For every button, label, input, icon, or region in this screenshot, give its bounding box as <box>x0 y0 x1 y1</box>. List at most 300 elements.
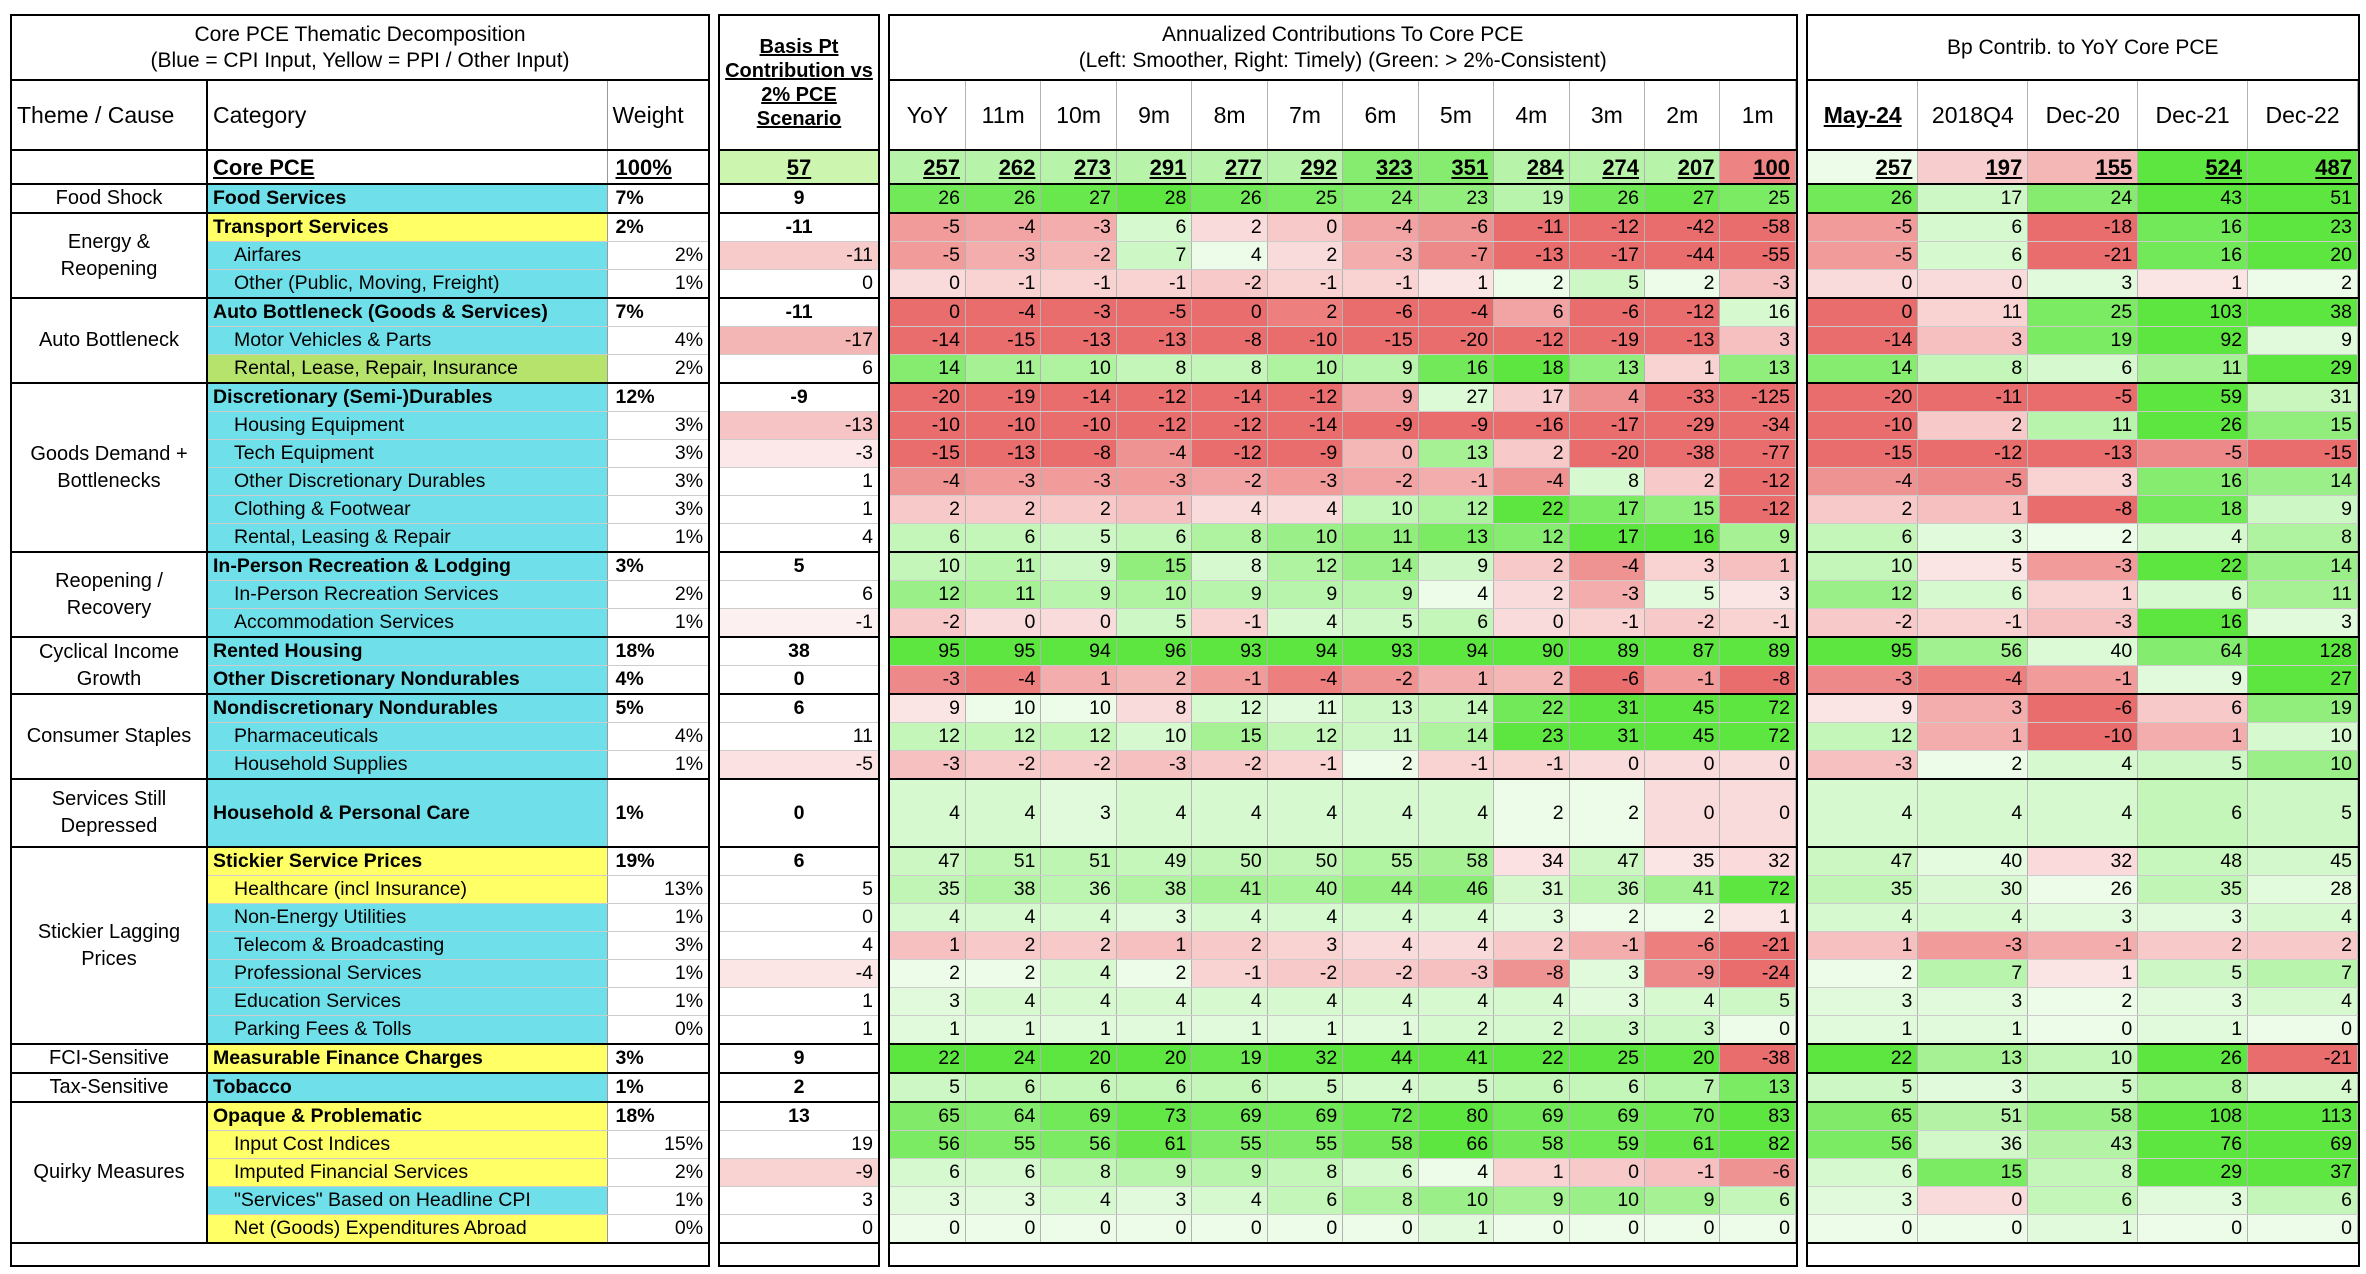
annualized-cell: 93 <box>1192 637 1267 666</box>
basis-row <box>720 1016 878 1045</box>
bp-title: Bp Contrib. to YoY Core PCE <box>1946 35 2219 59</box>
annualized-cell: 3 <box>1494 904 1569 932</box>
annualized-cell: 6 <box>1267 1187 1342 1215</box>
bp-cell: 1 <box>2138 270 2248 299</box>
annualized-row <box>890 213 1796 242</box>
annualized-cell: 36 <box>1041 876 1116 904</box>
category-label: Rented Housing <box>207 637 607 666</box>
annualized-cell: 6 <box>1116 213 1191 242</box>
annualized-row <box>890 666 1796 695</box>
basis-row <box>720 666 878 695</box>
annualized-cell: 4 <box>1343 1073 1418 1102</box>
annualized-cell: -13 <box>1041 327 1116 355</box>
annualized-cell: 2 <box>1041 932 1116 960</box>
basis-value: -13 <box>720 412 878 440</box>
annualized-row <box>890 960 1796 988</box>
annualized-cell: 6 <box>890 1159 965 1187</box>
annualized-cell: 38 <box>965 876 1040 904</box>
annualized-cell: 2 <box>1192 932 1267 960</box>
annualized-cell: 72 <box>1720 723 1796 751</box>
bp-cell: 6 <box>1808 1159 1918 1187</box>
annualized-cell: 10 <box>1041 355 1116 384</box>
bp-row <box>1808 637 2358 666</box>
annualized-row <box>890 184 1796 213</box>
annualized-cell: 3 <box>1645 552 1720 581</box>
bp-cell: 24 <box>2028 184 2138 213</box>
weight-value: 7% <box>607 184 708 213</box>
bp-cell: -1 <box>2028 666 2138 695</box>
bp-cell: -6 <box>2028 694 2138 723</box>
bp-cell: 16 <box>2138 242 2248 270</box>
annualized-cell: 4 <box>1569 383 1644 412</box>
bp-cell: 12 <box>1808 723 1918 751</box>
annualized-cell: -3 <box>965 242 1040 270</box>
annualized-cell: -8 <box>1192 327 1267 355</box>
annualized-cell: 0 <box>965 609 1040 638</box>
bp-cell: -14 <box>1808 327 1918 355</box>
annualized-cell: -17 <box>1569 412 1644 440</box>
annualized-cell: 4 <box>1343 988 1418 1016</box>
weight-value: 19% <box>607 847 708 876</box>
bp-cell: 0 <box>1808 1215 1918 1244</box>
bp-cell: 11 <box>2028 412 2138 440</box>
bp-cell: 95 <box>1808 637 1918 666</box>
basis-value: 4 <box>720 524 878 553</box>
annualized-cell: 89 <box>1720 637 1796 666</box>
bp-cell: 15 <box>1918 1159 2028 1187</box>
bp-cell: 2 <box>2138 932 2248 960</box>
basis-total: 57 <box>720 150 878 184</box>
category-row <box>12 694 708 723</box>
annualized-cell: -14 <box>1192 383 1267 412</box>
annualized-cell: 0 <box>1494 1215 1569 1244</box>
category-label: Input Cost Indices <box>207 1131 607 1159</box>
basis-row <box>720 1131 878 1159</box>
bp-cell: 59 <box>2138 383 2248 412</box>
basis-row <box>720 637 878 666</box>
annualized-cell: 15 <box>1192 723 1267 751</box>
annualized-cell: -4 <box>1418 298 1493 327</box>
bp-cell: 37 <box>2248 1159 2358 1187</box>
theme-label: Stickier Lagging Prices <box>12 847 207 1044</box>
annualized-cell: 69 <box>1494 1102 1569 1131</box>
annualized-cell: 1 <box>965 1016 1040 1045</box>
annualized-cell: 40 <box>1267 876 1342 904</box>
annualized-cell: 4 <box>1418 581 1493 609</box>
bp-cell: 2 <box>2248 270 2358 299</box>
annualized-cell: 11 <box>1343 723 1418 751</box>
weight-value: 7% <box>607 298 708 327</box>
annualized-cell: 3 <box>890 1187 965 1215</box>
annualized-cell: 69 <box>1041 1102 1116 1131</box>
category-row <box>12 184 708 213</box>
annualized-cell: -2 <box>1041 751 1116 780</box>
basis-row <box>720 847 878 876</box>
category-label: Discretionary (Semi-)Durables <box>207 383 607 412</box>
annualized-cell: 66 <box>1418 1131 1493 1159</box>
annualized-cell: 16 <box>1645 524 1720 553</box>
annualized-cell: -3 <box>1041 468 1116 496</box>
basis-row <box>720 1159 878 1187</box>
annualized-cell: -2 <box>1192 751 1267 780</box>
annualized-cell: 2 <box>1569 779 1644 847</box>
annualized-cell: -3 <box>1267 468 1342 496</box>
annualized-cell: 20 <box>1645 1044 1720 1073</box>
annualized-cell: -19 <box>965 383 1040 412</box>
annualized-cell: -1 <box>1494 751 1569 780</box>
annualized-cell: 4 <box>1192 242 1267 270</box>
bp-cell: -3 <box>1918 932 2028 960</box>
annualized-total-cell: 351 <box>1418 150 1493 184</box>
annualized-cell: 2 <box>1494 270 1569 299</box>
annualized-cell: 4 <box>965 988 1040 1016</box>
basis-row <box>720 440 878 468</box>
bp-cell: -15 <box>2248 440 2358 468</box>
weight-column-header: Weight <box>607 80 708 150</box>
bp-cell: 11 <box>2248 581 2358 609</box>
weight-value: 2% <box>607 242 708 270</box>
annualized-cell: -3 <box>890 666 965 695</box>
bp-cell: -11 <box>1918 383 2028 412</box>
weight-value: 0% <box>607 1016 708 1045</box>
basis-value: 1 <box>720 1016 878 1045</box>
annualized-cell: 58 <box>1494 1131 1569 1159</box>
basis-title: Basis Pt Contribution vs 2% PCE Scenario <box>725 35 873 130</box>
annualized-cell: 9 <box>890 694 965 723</box>
annualized-cell: 3 <box>1041 779 1116 847</box>
annualized-cell: 2 <box>1645 904 1720 932</box>
annualized-cell: 2 <box>1494 440 1569 468</box>
annualized-cell: 4 <box>890 904 965 932</box>
annualized-cell: 3 <box>1267 932 1342 960</box>
weight-value: 5% <box>607 694 708 723</box>
weight-value: 3% <box>607 440 708 468</box>
annualized-cell: 6 <box>1494 1073 1569 1102</box>
theme-label: Consumer Staples <box>12 694 207 779</box>
basis-row <box>720 1102 878 1131</box>
bp-total-cell: 524 <box>2138 150 2248 184</box>
bp-cell: 6 <box>2028 355 2138 384</box>
annualized-cell: 4 <box>1267 779 1342 847</box>
annualized-cell: -13 <box>965 440 1040 468</box>
bp-cell: 1 <box>1808 932 1918 960</box>
annualized-row <box>890 242 1796 270</box>
annualized-row <box>890 988 1796 1016</box>
annualized-cell: 44 <box>1343 876 1418 904</box>
annualized-row <box>890 1187 1796 1215</box>
annualized-cell: 5 <box>1569 270 1644 299</box>
annualized-cell: -4 <box>965 298 1040 327</box>
annualized-cell: 4 <box>1343 904 1418 932</box>
bp-cell: 4 <box>2248 1073 2358 1102</box>
annualized-cell: 6 <box>1494 298 1569 327</box>
annualized-cell: 13 <box>1569 355 1644 384</box>
annualized-cell: 3 <box>1569 1016 1644 1045</box>
bp-cell: 7 <box>1918 960 2028 988</box>
annualized-cell: -3 <box>1720 270 1796 299</box>
annualized-cell: 10 <box>1267 524 1342 553</box>
annualized-cell: 5 <box>1041 524 1116 553</box>
annualized-cell: 9 <box>1041 581 1116 609</box>
annualized-cell: 19 <box>1494 184 1569 213</box>
annualized-cell: 11 <box>965 552 1040 581</box>
annualized-cell: 18 <box>1494 355 1569 384</box>
annualized-cell: -20 <box>890 383 965 412</box>
annualized-cell: 0 <box>1720 779 1796 847</box>
bp-cell: 19 <box>2248 694 2358 723</box>
bp-cell: -20 <box>1808 383 1918 412</box>
annualized-cell: -1 <box>1569 932 1644 960</box>
bp-row <box>1808 876 2358 904</box>
annualized-cell: 8 <box>1569 468 1644 496</box>
annualized-cell: -3 <box>1116 751 1191 780</box>
annualized-cell: -20 <box>1569 440 1644 468</box>
bp-cell: 4 <box>1918 779 2028 847</box>
annualized-cell: 1 <box>1192 1016 1267 1045</box>
weight-value: 3% <box>607 468 708 496</box>
category-label: Net (Goods) Expenditures Abroad <box>207 1215 607 1244</box>
annualized-cell: 4 <box>1041 904 1116 932</box>
basis-value: 4 <box>720 932 878 960</box>
annualized-cell: -3 <box>965 468 1040 496</box>
annualized-cell: 9 <box>1343 581 1418 609</box>
annualized-cell: 4 <box>1267 496 1342 524</box>
category-label: Motor Vehicles & Parts <box>207 327 607 355</box>
basis-value: 0 <box>720 666 878 695</box>
annualized-cell: 55 <box>1343 847 1418 876</box>
basis-value: -11 <box>720 298 878 327</box>
annualized-header <box>890 16 1796 80</box>
basis-panel <box>718 14 880 1267</box>
annualized-cell: 4 <box>965 779 1040 847</box>
weight-value: 2% <box>607 355 708 384</box>
annualized-row <box>890 1016 1796 1045</box>
basis-value: 0 <box>720 904 878 932</box>
annualized-cell: -10 <box>965 412 1040 440</box>
bp-cell: 1 <box>1918 723 2028 751</box>
basis-row <box>720 383 878 412</box>
category-label: Household Supplies <box>207 751 607 780</box>
annualized-cell: 4 <box>1041 988 1116 1016</box>
basis-row <box>720 581 878 609</box>
annualized-cell: 4 <box>1418 988 1493 1016</box>
bp-cell: -8 <box>2028 496 2138 524</box>
annualized-cell: -3 <box>1418 960 1493 988</box>
annualized-cell: -2 <box>1343 468 1418 496</box>
annualized-cell: 72 <box>1720 694 1796 723</box>
annualized-cell: 9 <box>1418 552 1493 581</box>
category-label: Nondiscretionary Nondurables <box>207 694 607 723</box>
annualized-row <box>890 327 1796 355</box>
weight-value: 1% <box>607 609 708 638</box>
annualized-cell: 82 <box>1720 1131 1796 1159</box>
basis-value: -4 <box>720 960 878 988</box>
annualized-cell: 6 <box>1116 524 1191 553</box>
annualized-cell: 27 <box>1418 383 1493 412</box>
category-row <box>12 213 708 242</box>
category-table <box>12 16 708 1244</box>
annualized-cell: 4 <box>1267 988 1342 1016</box>
annualized-cell: 12 <box>890 581 965 609</box>
bp-cell: 2 <box>1808 496 1918 524</box>
annualized-cell: 4 <box>1192 779 1267 847</box>
annualized-cell: -2 <box>1192 270 1267 299</box>
theme-label: FCI-Sensitive <box>12 1044 207 1073</box>
annualized-cell: 12 <box>1418 496 1493 524</box>
annualized-cell: 23 <box>1418 184 1493 213</box>
bp-cell: 1 <box>2028 1215 2138 1244</box>
annualized-col-header: 2m <box>1645 80 1720 150</box>
annualized-cell: 12 <box>1192 694 1267 723</box>
annualized-cell: 2 <box>890 496 965 524</box>
basis-value: 2 <box>720 1073 878 1102</box>
annualized-cell: 2 <box>1267 242 1342 270</box>
bp-cell: 3 <box>1918 988 2028 1016</box>
annualized-cell: 4 <box>1418 904 1493 932</box>
bp-cell: 4 <box>1808 904 1918 932</box>
annualized-cell: 26 <box>1192 184 1267 213</box>
annualized-cell: 4 <box>1343 932 1418 960</box>
annualized-cell: 32 <box>1267 1044 1342 1073</box>
annualized-cell: 5 <box>1267 1073 1342 1102</box>
bp-contrib-table <box>1808 16 2358 1244</box>
basis-row <box>720 694 878 723</box>
bp-col-header: Dec-20 <box>2028 80 2138 150</box>
annualized-cell: -29 <box>1645 412 1720 440</box>
basis-value: -5 <box>720 751 878 780</box>
annualized-cell: 7 <box>1116 242 1191 270</box>
bp-cell: -3 <box>2028 552 2138 581</box>
basis-row <box>720 327 878 355</box>
annualized-cell: -3 <box>1041 298 1116 327</box>
bp-cell: -15 <box>1808 440 1918 468</box>
basis-value: 1 <box>720 468 878 496</box>
annualized-cell: 20 <box>1116 1044 1191 1073</box>
bp-cell: 0 <box>1918 270 2028 299</box>
annualized-cell: 2 <box>1192 213 1267 242</box>
annualized-cell: 32 <box>1720 847 1796 876</box>
annualized-cell: 0 <box>1494 609 1569 638</box>
weight-value: 0% <box>607 1215 708 1244</box>
bp-row <box>1808 960 2358 988</box>
annualized-cell: 0 <box>1569 751 1644 780</box>
bp-cell: 16 <box>2138 213 2248 242</box>
annualized-cell: -9 <box>1418 412 1493 440</box>
annualized-cell: -8 <box>1494 960 1569 988</box>
annualized-cell: 2 <box>1267 298 1342 327</box>
theme-column-header: Theme / Cause <box>12 80 207 150</box>
category-label: Non-Energy Utilities <box>207 904 607 932</box>
weight-value: 15% <box>607 1131 708 1159</box>
bp-cell: 3 <box>2138 904 2248 932</box>
annualized-cell: 4 <box>965 904 1040 932</box>
bp-cell: 0 <box>2248 1016 2358 1045</box>
annualized-cell: 50 <box>1267 847 1342 876</box>
bp-cell: 3 <box>1918 694 2028 723</box>
annualized-cell: -1 <box>1267 751 1342 780</box>
annualized-row <box>890 524 1796 553</box>
annualized-cell: -4 <box>1494 468 1569 496</box>
annualized-col-header: 11m <box>965 80 1040 150</box>
bp-col-header: May-24 <box>1808 80 1918 150</box>
category-label: Telecom & Broadcasting <box>207 932 607 960</box>
bp-cell: 5 <box>1808 1073 1918 1102</box>
annualized-row <box>890 751 1796 780</box>
bp-cell: 26 <box>1808 184 1918 213</box>
bp-cell: 3 <box>1808 1187 1918 1215</box>
weight-value: 2% <box>607 581 708 609</box>
annualized-cell: -12 <box>1494 327 1569 355</box>
category-label: Other Discretionary Nondurables <box>207 666 607 695</box>
annualized-total-cell: 277 <box>1192 150 1267 184</box>
bp-cell: 18 <box>2138 496 2248 524</box>
annualized-cell: 61 <box>1645 1131 1720 1159</box>
annualized-cell: 2 <box>1494 552 1569 581</box>
annualized-cell: 22 <box>890 1044 965 1073</box>
annualized-cell: 31 <box>1569 723 1644 751</box>
annualized-cell: 5 <box>1343 609 1418 638</box>
annualized-cell: 12 <box>965 723 1040 751</box>
bp-cell: 69 <box>2248 1131 2358 1159</box>
bp-cell: -1 <box>1918 609 2028 638</box>
bp-cell: 25 <box>2028 298 2138 327</box>
annualized-cell: 10 <box>1343 496 1418 524</box>
annualized-cell: 3 <box>1720 327 1796 355</box>
bp-row <box>1808 184 2358 213</box>
annualized-cell: -10 <box>1267 327 1342 355</box>
bp-cell: 6 <box>1808 524 1918 553</box>
annualized-cell: 95 <box>965 637 1040 666</box>
annualized-col-header: 7m <box>1267 80 1342 150</box>
category-label: Airfares <box>207 242 607 270</box>
bp-total-cell: 257 <box>1808 150 1918 184</box>
annualized-row <box>890 847 1796 876</box>
annualized-col-header: 9m <box>1116 80 1191 150</box>
annualized-cell: 59 <box>1569 1131 1644 1159</box>
basis-value: -11 <box>720 213 878 242</box>
bp-row <box>1808 496 2358 524</box>
basis-value: 6 <box>720 847 878 876</box>
weight-value: 4% <box>607 666 708 695</box>
bp-cell: 12 <box>1808 581 1918 609</box>
annualized-cell: 27 <box>1645 184 1720 213</box>
annualized-row <box>890 270 1796 299</box>
bp-cell: 51 <box>1918 1102 2028 1131</box>
bp-cell: 32 <box>2028 847 2138 876</box>
total-weight: 100% <box>607 150 708 184</box>
annualized-cell: 25 <box>1720 184 1796 213</box>
annualized-cell: -4 <box>890 468 965 496</box>
category-label: Imputed Financial Services <box>207 1159 607 1187</box>
bp-cell: -5 <box>1918 468 2028 496</box>
basis-row <box>720 1187 878 1215</box>
annualized-cell: 2 <box>1645 468 1720 496</box>
annualized-cell: -2 <box>965 751 1040 780</box>
bp-col-header: Dec-21 <box>2138 80 2248 150</box>
bp-cell: -3 <box>2028 609 2138 638</box>
bp-cell: 6 <box>2028 1187 2138 1215</box>
basis-header <box>720 16 878 150</box>
bp-cell: 28 <box>2248 876 2358 904</box>
annualized-cell: 2 <box>1645 270 1720 299</box>
weight-value: 18% <box>607 637 708 666</box>
annualized-cell: 12 <box>1494 524 1569 553</box>
basis-value: 11 <box>720 723 878 751</box>
annualized-cell: 46 <box>1418 876 1493 904</box>
bp-cell: 14 <box>2248 468 2358 496</box>
annualized-cell: 0 <box>1645 751 1720 780</box>
annualized-cell: -13 <box>1645 327 1720 355</box>
